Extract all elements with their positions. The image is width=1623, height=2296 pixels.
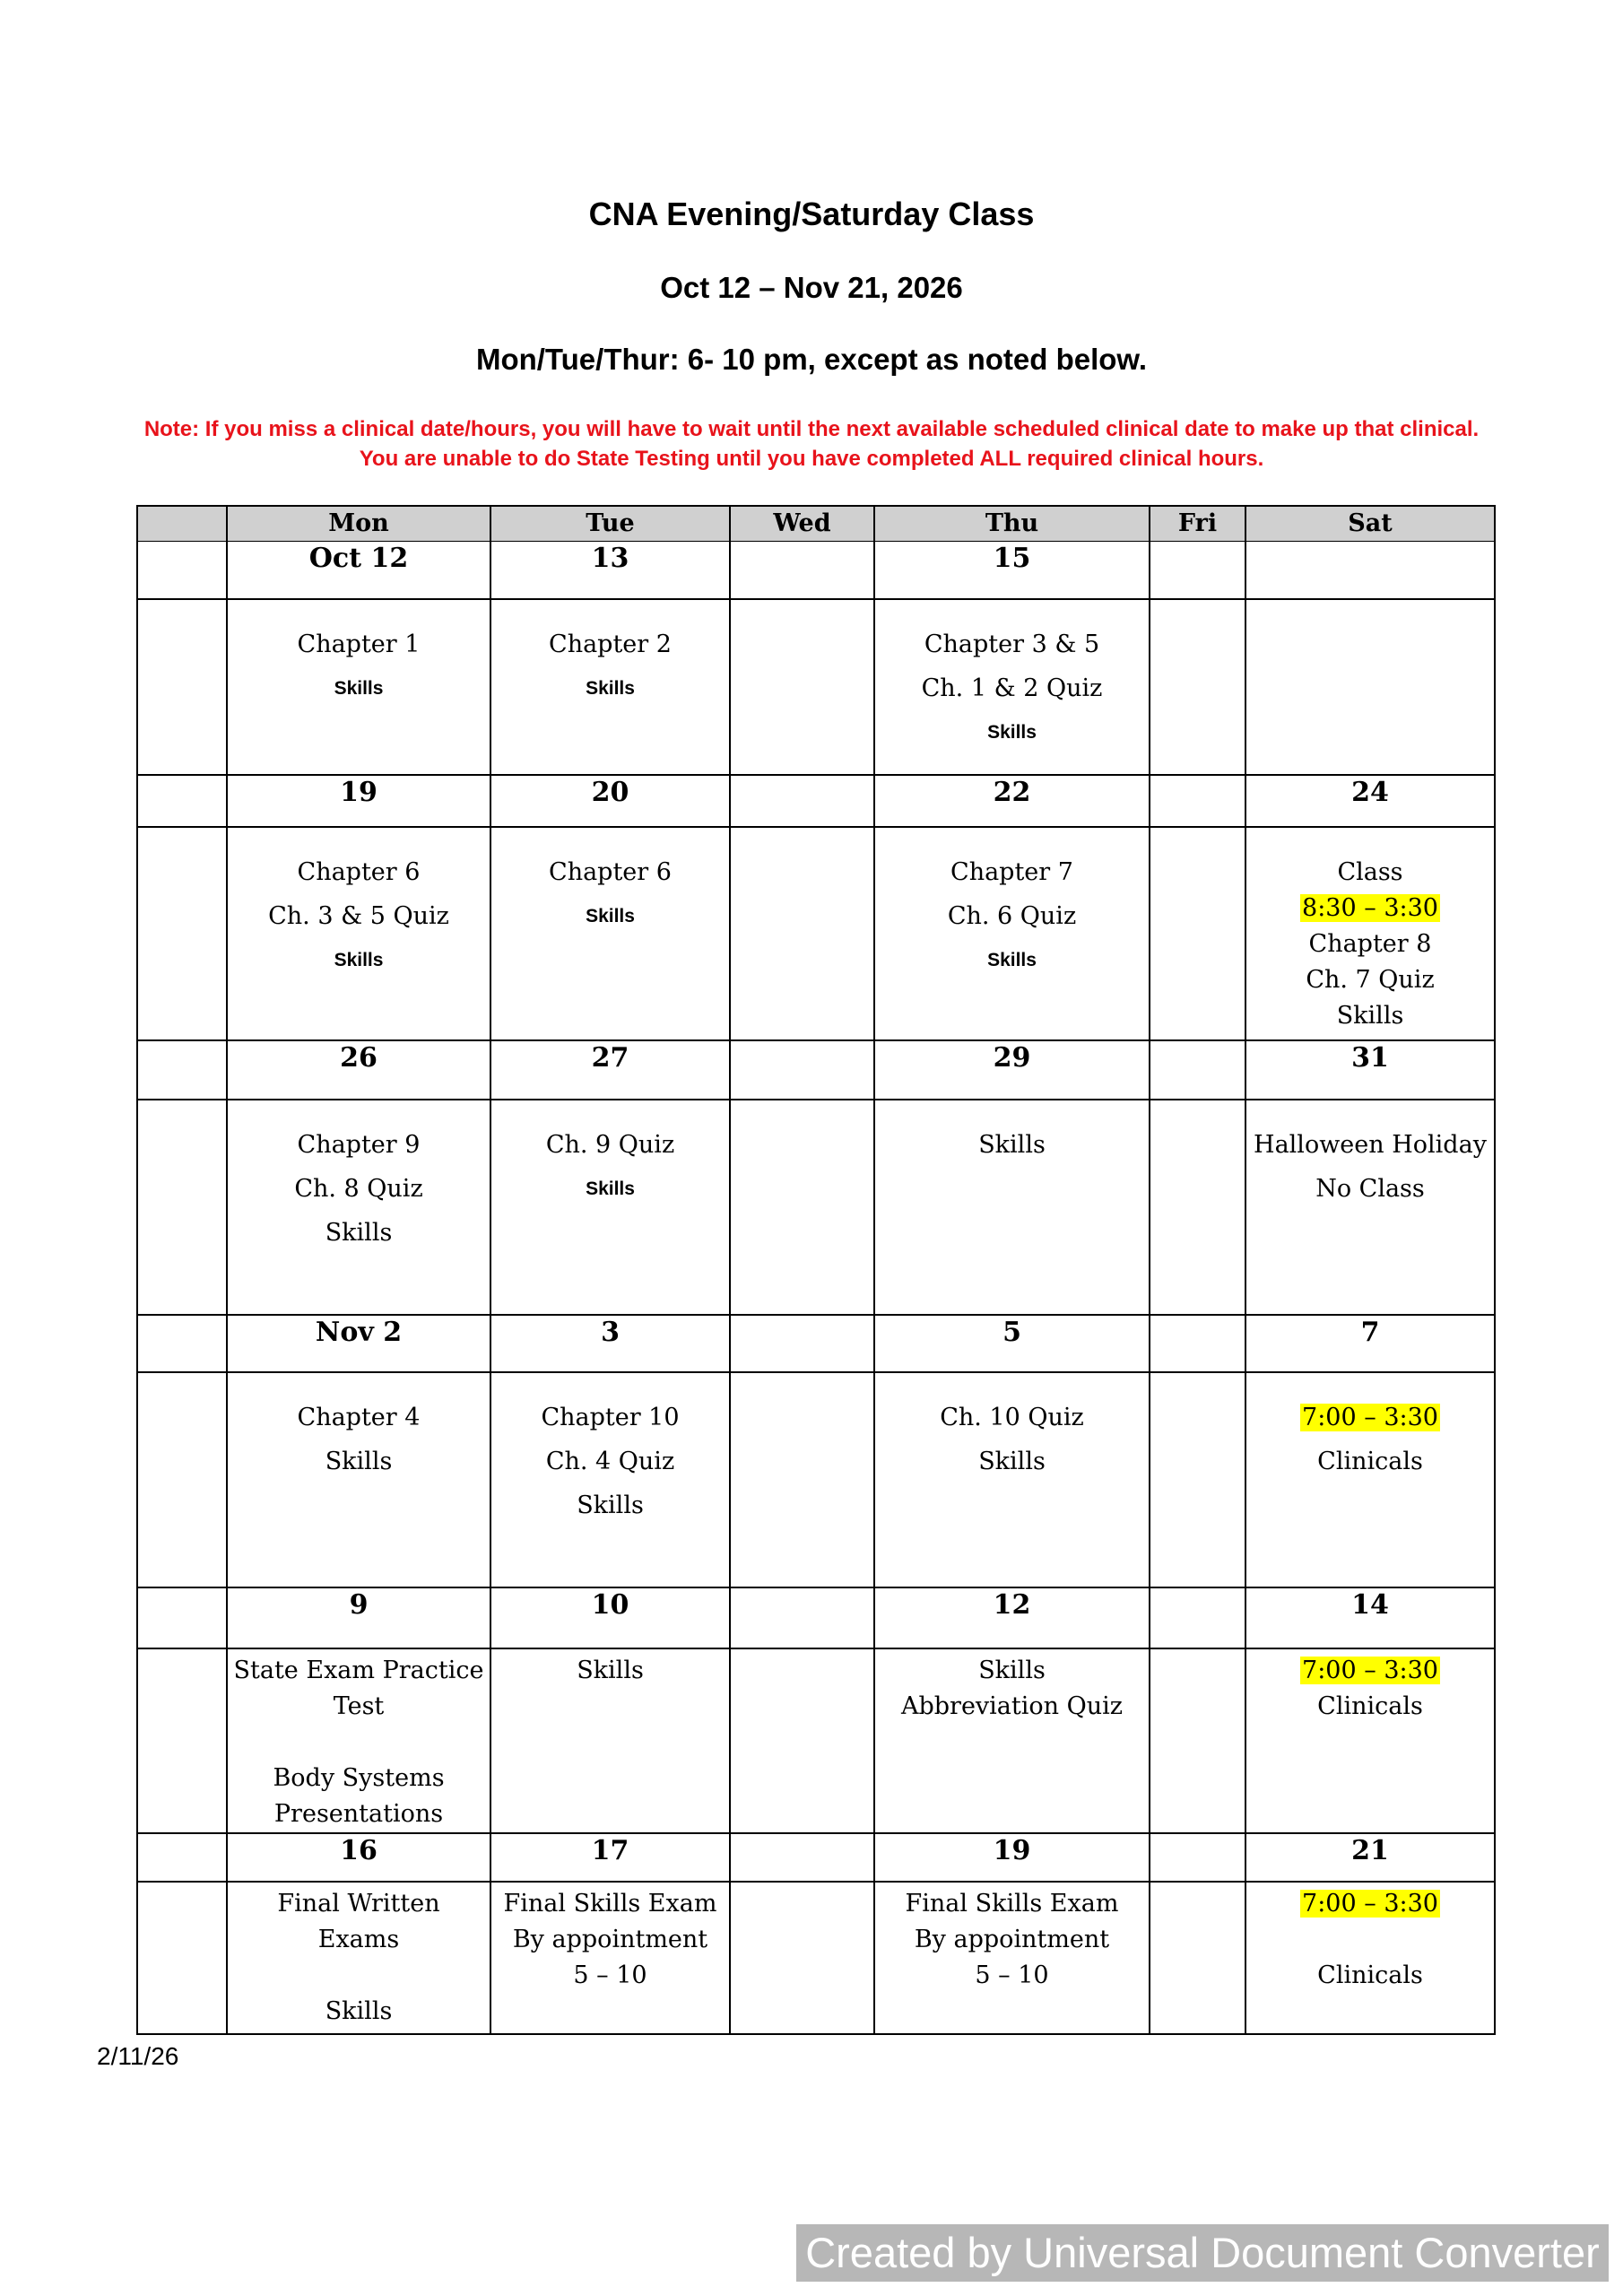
schedule-cell	[874, 827, 1150, 1040]
schedule-cell	[227, 1648, 490, 1833]
schedule-cell	[730, 599, 874, 775]
date-cell	[1245, 775, 1495, 827]
date-row	[137, 775, 1495, 827]
date-cell	[137, 1587, 227, 1648]
schedule-cell	[1245, 1882, 1495, 2034]
cell-line: Skills	[325, 1447, 393, 1475]
date-cell	[1150, 1587, 1245, 1648]
schedule-cell	[1150, 1372, 1245, 1587]
cell-line: Chapter 4	[297, 1403, 421, 1431]
date-label: 27	[591, 1041, 629, 1074]
schedule-cell	[1245, 1372, 1495, 1587]
date-cell	[227, 1040, 490, 1100]
schedule-cell	[137, 1100, 227, 1315]
schedule-cell	[137, 599, 227, 775]
schedule-cell	[1245, 827, 1495, 1040]
date-cell	[730, 775, 874, 827]
schedule-cell	[730, 1648, 874, 1833]
content-row	[137, 599, 1495, 775]
cell-line: Ch. 8 Quiz	[294, 1174, 423, 1203]
cell-line: State Exam Practice	[233, 1656, 484, 1684]
date-label: 17	[591, 1834, 629, 1866]
cell-line: Skills	[334, 949, 384, 970]
cell-line: Clinicals	[1317, 1961, 1423, 1989]
date-cell	[874, 1040, 1150, 1100]
cell-line	[1246, 891, 1494, 926]
date-cell	[490, 542, 730, 599]
date-label: 19	[340, 776, 378, 808]
date-cell	[1245, 542, 1495, 599]
content-row	[137, 1100, 1495, 1315]
date-label: 22	[993, 776, 1031, 808]
date-label: 9	[349, 1588, 369, 1621]
cell-line: Skills	[586, 677, 635, 699]
cell-line: Final Written	[277, 1889, 440, 1918]
cell-line	[1246, 1400, 1494, 1436]
schedule-cell	[1150, 1882, 1245, 2034]
cell-line: By appointment	[512, 1925, 708, 1953]
date-row	[137, 1833, 1495, 1882]
highlighted-time: 7:00 – 3:30	[1302, 1403, 1438, 1431]
date-row	[137, 1040, 1495, 1100]
column-header: Wed	[730, 506, 874, 542]
column-header: Thu	[874, 506, 1150, 542]
cell-line: 5 – 10	[975, 1961, 1049, 1989]
schedule-cell	[490, 1882, 730, 2034]
cell-line: Skills	[577, 1491, 644, 1519]
cell-line: Chapter 7	[950, 857, 1073, 886]
cell-line: No Class	[1315, 1174, 1425, 1203]
cell-line: Ch. 7 Quiz	[1306, 965, 1435, 994]
date-label: 5	[1002, 1316, 1021, 1348]
date-cell	[730, 1833, 874, 1882]
cell-line: Chapter 6	[549, 857, 672, 886]
date-cell	[137, 1040, 227, 1100]
cell-line: Presentations	[273, 1799, 444, 1828]
cell-line: Skills	[325, 1996, 393, 2025]
date-label: Oct 12	[308, 543, 409, 574]
cell-line: Ch. 4 Quiz	[545, 1447, 675, 1475]
cell-line: Chapter 9	[297, 1130, 421, 1159]
schedule-cell	[227, 1100, 490, 1315]
date-label: 7	[1360, 1316, 1380, 1348]
date-label: 15	[993, 543, 1031, 574]
date-cell	[227, 1587, 490, 1648]
date-cell	[874, 1833, 1150, 1882]
date-label: 13	[591, 543, 629, 574]
date-cell	[730, 542, 874, 599]
date-label: 19	[993, 1834, 1031, 1866]
cell-line: Skills	[577, 1656, 644, 1684]
column-header: Mon	[227, 506, 490, 542]
cell-line: Ch. 3 & 5 Quiz	[268, 901, 449, 930]
cell-line: Skills	[987, 721, 1037, 743]
cell-line: 5 – 10	[573, 1961, 647, 1989]
schedule-cell	[730, 827, 874, 1040]
date-cell	[1245, 1315, 1495, 1372]
date-row	[137, 1315, 1495, 1372]
date-cell	[490, 1315, 730, 1372]
cell-line: Skills	[987, 949, 1037, 970]
date-cell	[730, 1040, 874, 1100]
cell-line: Test	[333, 1692, 385, 1720]
cell-line	[1246, 1653, 1494, 1689]
cell-line	[1246, 1922, 1494, 1958]
date-label: 24	[1351, 776, 1389, 808]
schedule-cell	[1150, 827, 1245, 1040]
cell-line: Chapter 10	[541, 1403, 680, 1431]
class-hours: Mon/Tue/Thur: 6- 10 pm, except as noted below.	[475, 343, 1148, 376]
cell-line: Final Skills Exam	[503, 1889, 717, 1918]
highlighted-time: 8:30 – 3:30	[1302, 893, 1438, 922]
date-cell	[137, 1315, 227, 1372]
cell-line: Ch. 10 Quiz	[940, 1403, 1084, 1431]
date-cell	[227, 775, 490, 827]
date-label: Nov 2	[315, 1316, 403, 1348]
header-row	[137, 506, 1495, 542]
cell-line	[228, 1958, 490, 1994]
column-header: Tue	[490, 506, 730, 542]
cell-line: Body Systems	[273, 1763, 445, 1792]
schedule-cell	[730, 1372, 874, 1587]
cell-line: Skills	[586, 1178, 635, 1199]
schedule-table	[136, 505, 1496, 2035]
date-label: 3	[601, 1316, 620, 1348]
cell-line	[228, 1725, 490, 1761]
date-cell	[874, 542, 1150, 599]
watermark: Created by Universal Document Converter	[796, 2224, 1609, 2282]
date-cell	[730, 1587, 874, 1648]
date-cell	[227, 1315, 490, 1372]
date-cell	[1150, 775, 1245, 827]
schedule-cell	[490, 599, 730, 775]
cell-line: Exams	[317, 1925, 400, 1953]
schedule-cell	[1150, 1100, 1245, 1315]
date-cell	[227, 1833, 490, 1882]
note-line-2: You are unable to do State Testing until you have completed ALL required clinical hours.	[359, 447, 1264, 471]
date-cell	[490, 1587, 730, 1648]
date-label: 29	[993, 1041, 1031, 1074]
cell-line: Ch. 9 Quiz	[545, 1130, 675, 1159]
cell-line: Halloween Holiday	[1254, 1130, 1487, 1159]
cell-line: Chapter 1	[297, 630, 421, 658]
date-cell	[137, 542, 227, 599]
schedule-cell	[874, 599, 1150, 775]
cell-line: Clinicals	[1317, 1447, 1423, 1475]
content-row	[137, 827, 1495, 1040]
content-row	[137, 1372, 1495, 1587]
date-cell	[227, 542, 490, 599]
column-header: Sat	[1245, 506, 1495, 542]
cell-line: Chapter 8	[1308, 929, 1432, 958]
cell-line: By appointment	[914, 1925, 1110, 1953]
cell-line: Skills	[325, 1218, 393, 1247]
date-cell	[1245, 1040, 1495, 1100]
date-cell	[730, 1315, 874, 1372]
date-cell	[874, 775, 1150, 827]
date-label: 31	[1351, 1041, 1389, 1074]
date-cell	[1150, 1833, 1245, 1882]
schedule-cell	[730, 1882, 874, 2034]
date-cell	[490, 1040, 730, 1100]
schedule-cell	[227, 1372, 490, 1587]
date-cell	[874, 1315, 1150, 1372]
cell-line: Skills	[978, 1130, 1046, 1159]
date-cell	[137, 1833, 227, 1882]
schedule-cell	[874, 1882, 1150, 2034]
schedule-cell	[227, 827, 490, 1040]
cell-line: Chapter 2	[549, 630, 672, 658]
column-header	[137, 506, 227, 542]
schedule-cell	[137, 827, 227, 1040]
cell-line	[1246, 1886, 1494, 1922]
date-range: Oct 12 – Nov 21, 2026	[660, 271, 963, 304]
cell-line: Chapter 3 & 5	[924, 630, 1100, 658]
schedule-cell	[874, 1100, 1150, 1315]
date-cell	[1150, 1040, 1245, 1100]
date-row	[137, 1587, 1495, 1648]
schedule-cell	[1245, 1648, 1495, 1833]
content-row	[137, 1648, 1495, 1833]
date-cell	[1245, 1833, 1495, 1882]
schedule-cell	[874, 1648, 1150, 1833]
revision-date: 2/11/26	[97, 2042, 179, 2070]
schedule-cell	[730, 1100, 874, 1315]
date-cell	[137, 775, 227, 827]
schedule-cell	[874, 1372, 1150, 1587]
schedule-cell	[137, 1648, 227, 1833]
date-cell	[490, 1833, 730, 1882]
date-cell	[874, 1587, 1150, 1648]
date-label: 16	[340, 1834, 378, 1866]
schedule-cell	[1245, 599, 1495, 775]
schedule-cell	[227, 1882, 490, 2034]
date-cell	[1245, 1587, 1495, 1648]
schedule-cell	[1245, 1100, 1495, 1315]
schedule-cell	[490, 1372, 730, 1587]
schedule-cell	[137, 1372, 227, 1587]
date-label: 21	[1351, 1834, 1389, 1866]
schedule-cell	[227, 599, 490, 775]
schedule-cell	[490, 1100, 730, 1315]
note-line-1: Note: If you miss a clinical date/hours, you will have to wait until the next available scheduled clinical date to make up that clinical.	[143, 417, 1480, 441]
schedule-cell	[490, 827, 730, 1040]
date-label: 20	[591, 776, 629, 808]
cell-line: Skills	[586, 905, 635, 926]
date-cell	[1150, 542, 1245, 599]
schedule-cell	[137, 1882, 227, 2034]
cell-line: Skills	[978, 1447, 1046, 1475]
page-title: CNA Evening/Saturday Class	[588, 196, 1035, 232]
date-cell	[1150, 1315, 1245, 1372]
content-row	[137, 1882, 1495, 2034]
cell-line: Clinicals	[1317, 1692, 1423, 1720]
cell-line: Ch. 6 Quiz	[947, 901, 1077, 930]
schedule-cell	[490, 1648, 730, 1833]
cell-line: Abbreviation Quiz	[900, 1692, 1124, 1720]
highlighted-time: 7:00 – 3:30	[1302, 1656, 1438, 1684]
column-header: Fri	[1150, 506, 1245, 542]
date-label: 10	[591, 1588, 629, 1621]
schedule-cell	[1150, 1648, 1245, 1833]
cell-line: Final Skills Exam	[905, 1889, 1119, 1918]
cell-line: Skills	[1336, 1001, 1404, 1030]
date-cell	[490, 775, 730, 827]
date-row	[137, 542, 1495, 599]
cell-line: Ch. 1 & 2 Quiz	[921, 674, 1103, 702]
date-label: 12	[993, 1588, 1031, 1621]
date-label: 14	[1351, 1588, 1389, 1621]
cell-line: Chapter 6	[297, 857, 421, 886]
cell-line: Skills	[978, 1656, 1046, 1684]
cell-line: Skills	[334, 677, 384, 699]
highlighted-time: 7:00 – 3:30	[1302, 1889, 1438, 1918]
date-label: 26	[340, 1041, 378, 1074]
cell-line: Class	[1337, 857, 1403, 886]
schedule-cell	[1150, 599, 1245, 775]
